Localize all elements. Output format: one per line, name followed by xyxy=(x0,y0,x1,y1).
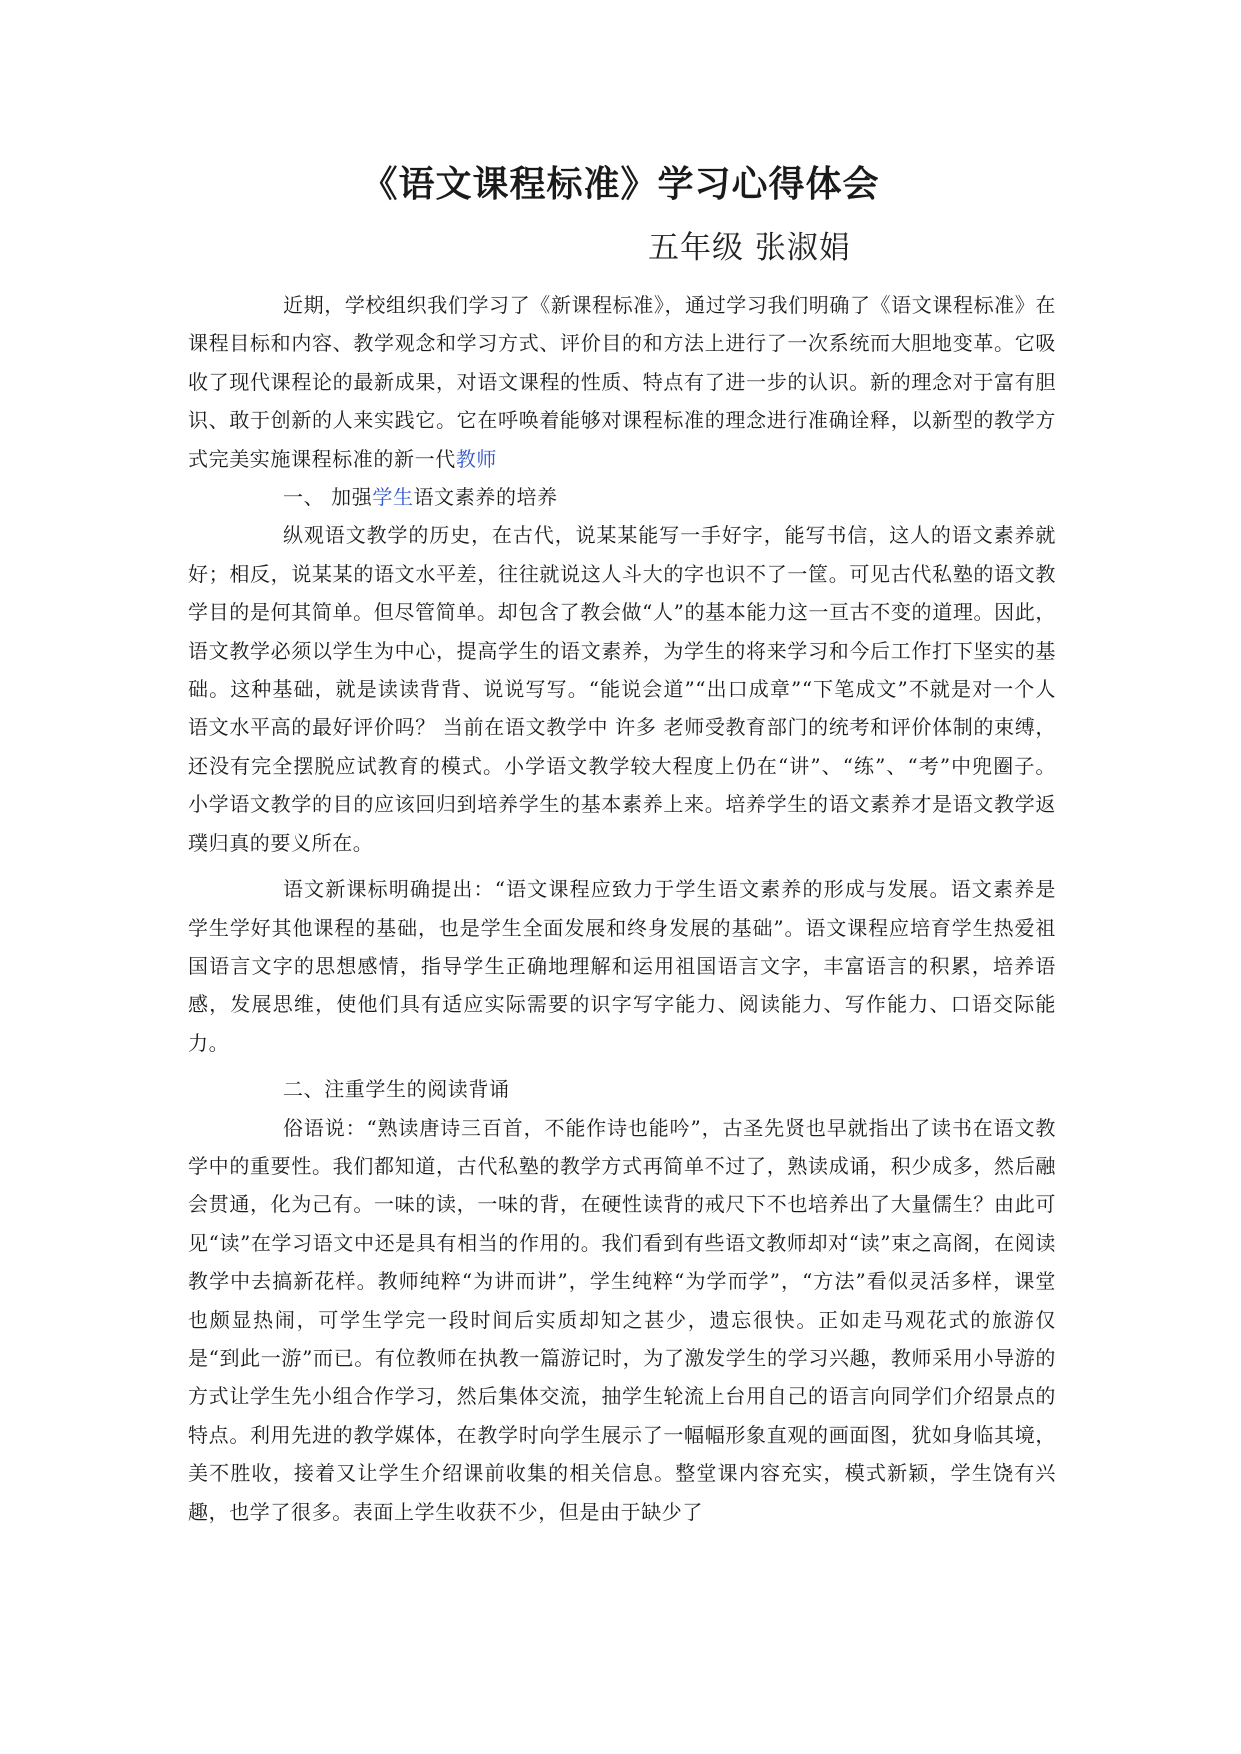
paragraph-spacer xyxy=(188,1062,1056,1070)
section-heading-1 xyxy=(188,478,1056,516)
document-body xyxy=(188,286,1056,1531)
intro-paragraph xyxy=(188,286,1056,478)
section-heading-1-prefix: 一、 加强 xyxy=(283,485,373,510)
standard-paragraph: 语文新课标明确提出：“语文课程应致力于学生语文素养的形成与发展。语文素养是学生学好其他课程的基础，也是学生全面发展和终身发展的基础”。语文课程应培育学生热爱祖国语言文字的思想感情，指导学生正确地理解和运用祖国语言文字，丰富语言的积累，培养语感，发展思维，使他们具有适应实际需要的识字写字能力、阅读能力、写作能力、口语交际能力。 xyxy=(188,877,1056,1055)
intro-paragraph-text: 近期，学校组织我们学习了《新课程标准》，通过学习我们明确了《语文课程标准》在课程目标和内容、教学观念和学习方式、评价目的和方法上进行了一次系统而大胆地变革。它吸收了现代课程论的最新成果，对语文课程的性质、特点有了进一步的认识。新的理念对于富有胆识、敢于创新的人来实践它。它在呼唤着能够对课程标准的理念进行准确诠释，以新型的教学方式完美实施课程标准的新一代 xyxy=(188,293,1056,471)
section-heading-1-suffix: 语文素养的培养 xyxy=(413,485,558,510)
reading-paragraph: 俗语说：“熟读唐诗三百首，不能作诗也能吟”，古圣先贤也早就指出了读书在语文教学中的重要性。我们都知道，古代私塾的教学方式再简单不过了，熟读成诵，积少成多，然后融会贯通，化为己有。一味的读，一味的背，在硬性读背的戒尺下不也培养出了大量儒生？由此可见“读”在学习语文中还是具有相当的作用的。我们看到有些语文教师却对“读”束之高阁，在阅读教学中去搞新花样。教师纯粹“为讲而讲”，学生纯粹“为学而学”，“方法”看似灵活多样，课堂也颇显热闹，可学生学完一段时间后实质却知之甚少，遗忘很快。正如走马观花式的旅游仅是“到此一游”而已。有位教师在执教一篇游记时，为了激发学生的学习兴趣，教师采用小导游的方式让学生先小组合作学习，然后集体交流，抽学生轮流上台用自己的语言向同学们介绍景点的特点。利用先进的教学媒体，在教学时向学生展示了一幅幅形象直观的画面图，犹如身临其境，美不胜收，接着又让学生介绍课前收集的相关信息。整堂课内容充实，模式新颖，学生饶有兴趣，也学了很多。表面上学生收获不少，但是由于缺少了 xyxy=(188,1115,1056,1524)
history-paragraph: 纵观语文教学的历史，在古代，说某某能写一手好字，能写书信，这人的语文素养就好；相反，说某某的语文水平差，往往就说这人斗大的字也识不了一筐。可见古代私塾的语文教学目的是何其简单。但尽管简单。却包含了教会做“人”的基本能力这一亘古不变的道理。因此，语文教学必须以学生为中心，提高学生的语文素养，为学生的将来学习和今后工作打下坚实的基础。这种基础，就是读读背背、说说写写。“能说会道”“出口成章”“下笔成文”不就是对一个人语文水平高的最好评价吗？ 当前在语文教学中 许多 老师受教育部门的统考和评价体制的束缚，还没有完全摆脱应试教育的模式。小学语文教学较大程度上仍在“讲”、“练”、“考”中兜圈子。小学语文教学的目的应该回归到培养学生的基本素养上来。培养学生的语文素养才是语文教学返璞归真的要义所在。 xyxy=(188,523,1056,855)
student-link[interactable]: 学生 xyxy=(372,485,414,510)
teacher-link[interactable]: 教师 xyxy=(455,446,498,471)
author-line: 五年级 张淑娟 xyxy=(648,230,851,266)
paragraph-spacer xyxy=(188,862,1056,870)
document-title: 《语文课程标准》学习心得体会 xyxy=(361,163,880,205)
section-heading-2: 二、注重学生的阅读背诵 xyxy=(283,1077,510,1102)
